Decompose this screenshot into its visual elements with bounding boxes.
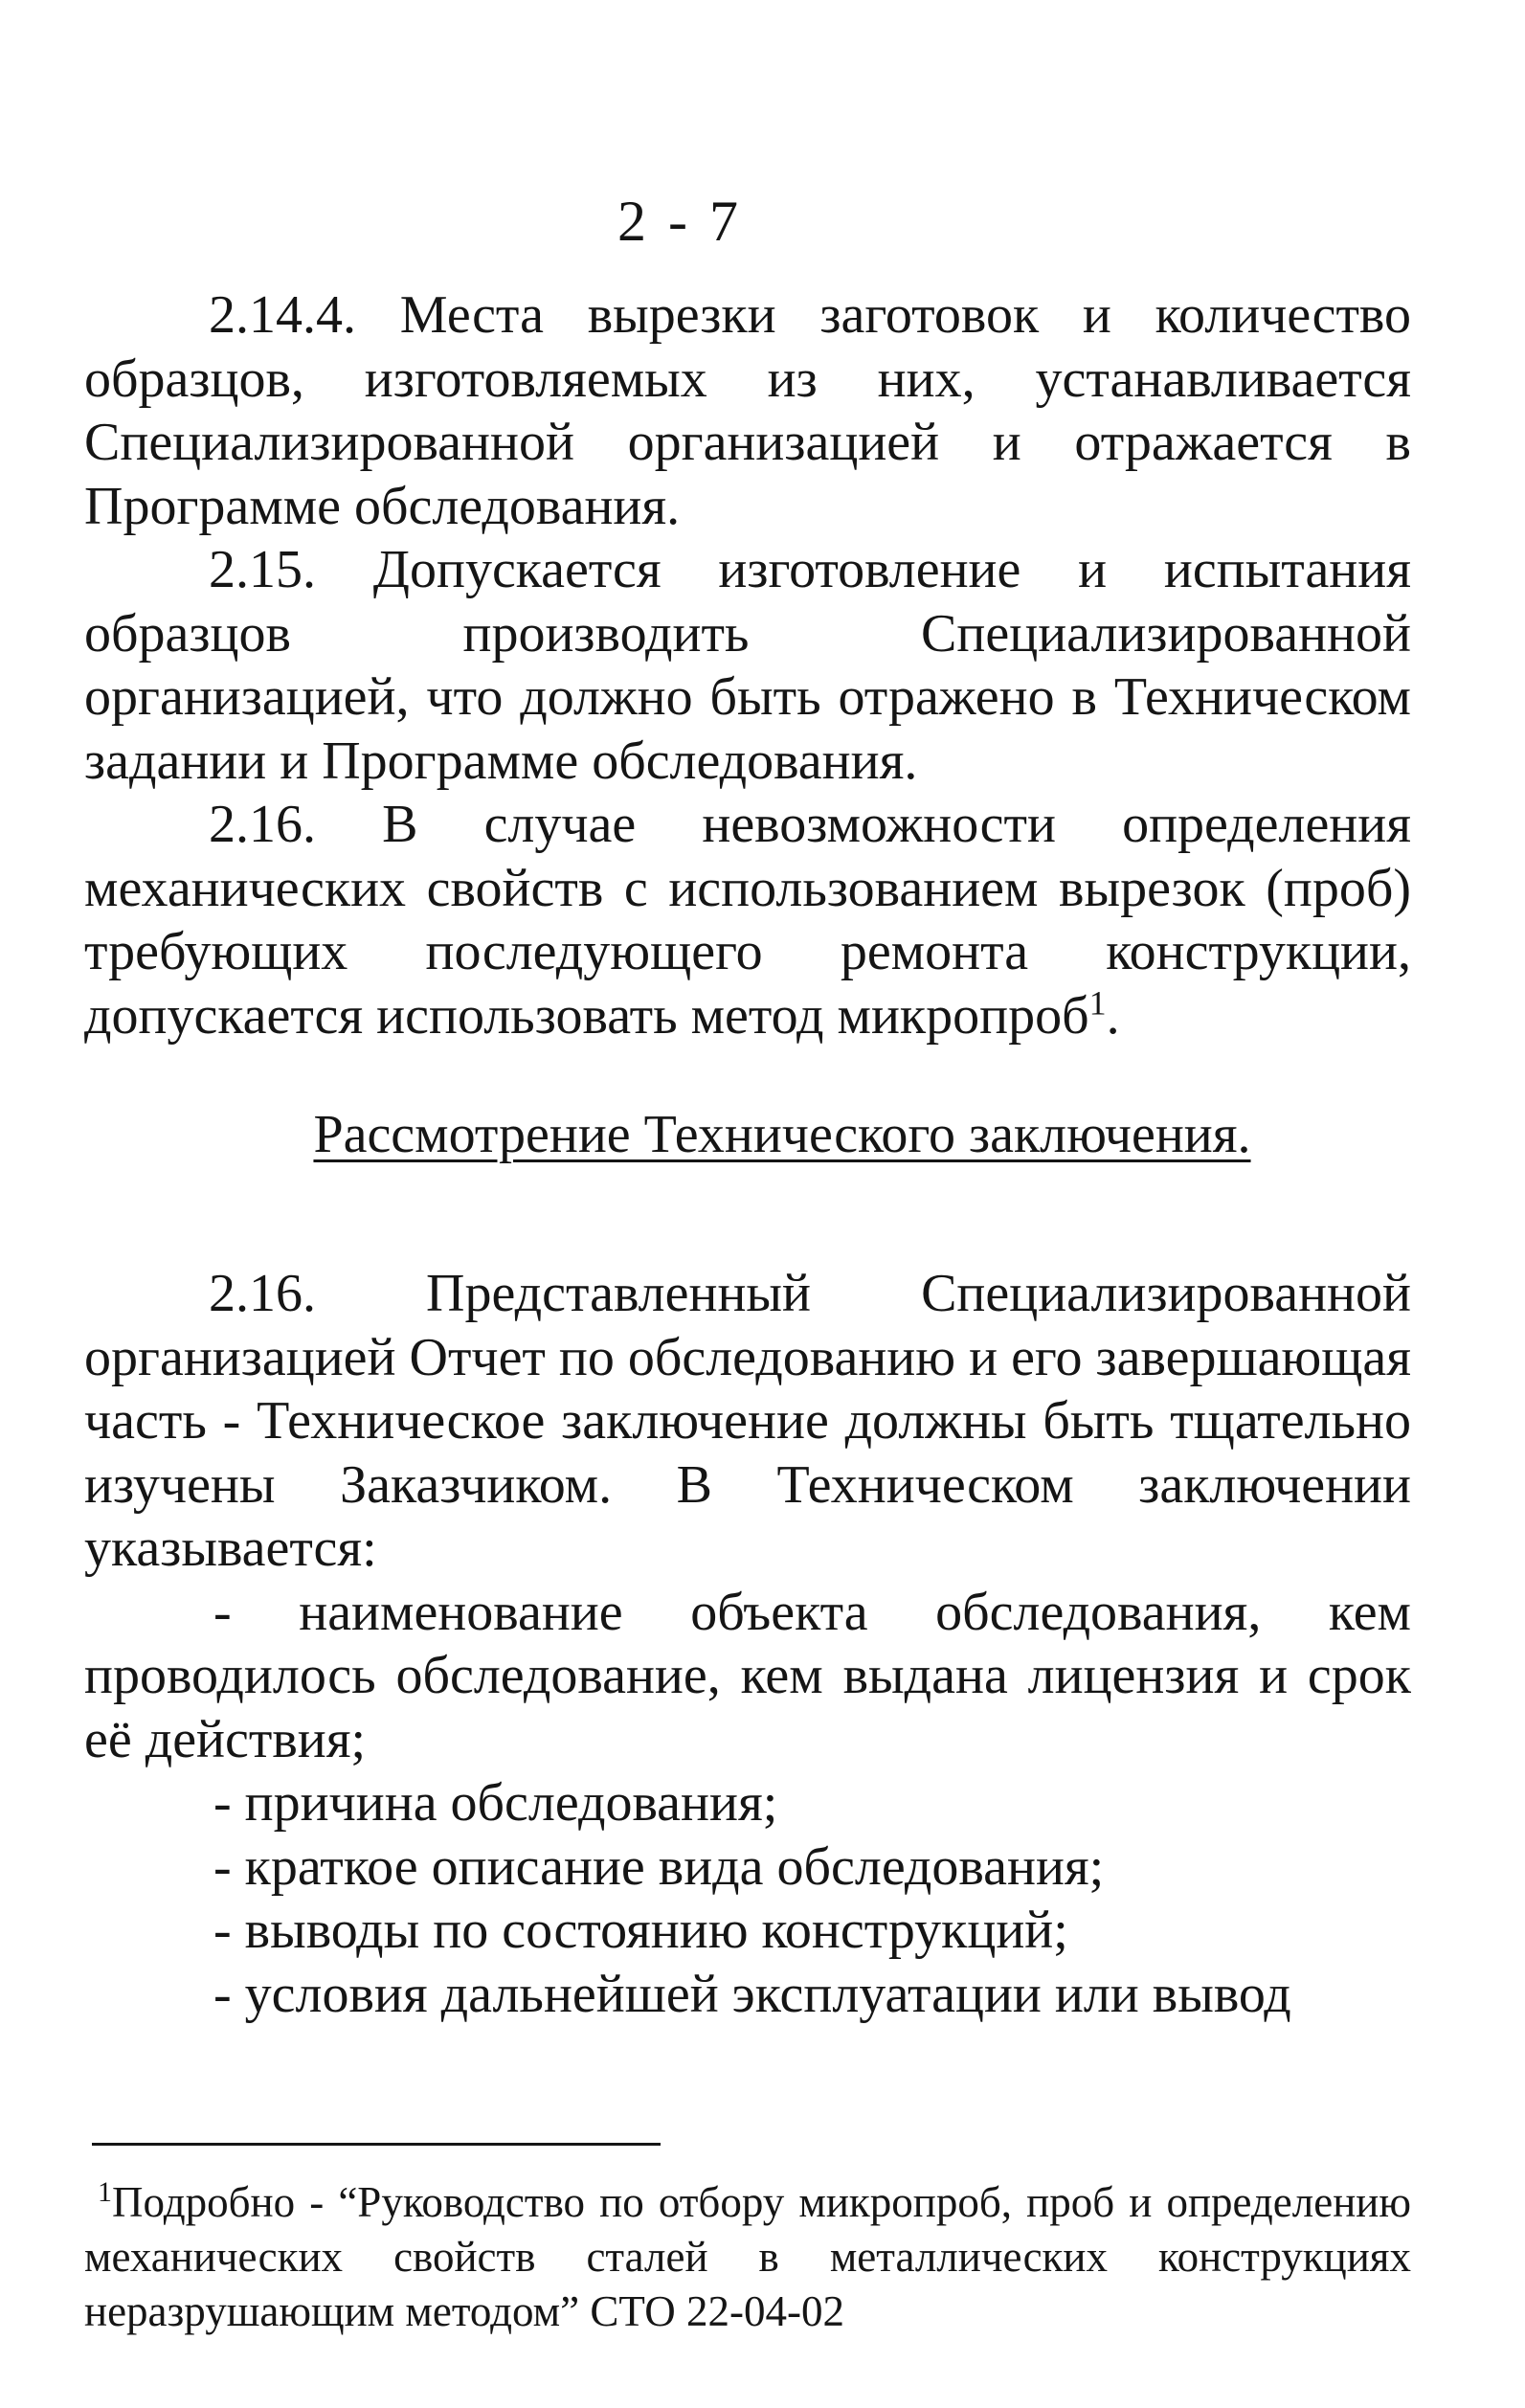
- footnote-reference: 1: [1088, 982, 1107, 1022]
- list-item: - условия дальнейшей эксплуатации или вывод: [213, 1964, 1291, 2024]
- list-item: - выводы по состоянию конструкций;: [213, 1901, 1068, 1960]
- footnote-marker: 1: [98, 2176, 112, 2208]
- footnote-divider: [92, 2143, 661, 2146]
- list-item: - наименование объекта обследования, кем проводилось обследование, кем выдана лицензия и срок её действия;: [84, 1582, 1411, 1769]
- list-item: - причина обследования;: [213, 1773, 778, 1833]
- section-technical-conclusion: [84, 1262, 1411, 2026]
- list-item: - краткое описание вида обследования;: [213, 1836, 1105, 1897]
- paragraph-2-16-micro-samples: [84, 793, 1411, 1047]
- section-heading-text: Рассмотрение Технического заключения.: [313, 1105, 1251, 1164]
- paragraph-ending: .: [1106, 985, 1120, 1046]
- page-number: 2 - 7: [617, 190, 742, 253]
- section-heading: [84, 1101, 1411, 1168]
- footnote-text: Подробно - “Руководство по отбору микропроб, проб и определению механических свойств сталей в металлических конструкциях неразрушающим методом” СТО 22-04-02: [84, 2178, 1411, 2335]
- paragraph-text: 2.16. В случае невозможности определения механических свойств с использованием вырезок (проб) требующих последующего ремонта конструкции, допускается использовать метод микропроб: [84, 795, 1411, 1046]
- paragraph-2-16-report: 2.16. Представленный Специализированной организацией Отчет по обследованию и его завершающая часть - Техническое заключение должны быть тщательно изучены Заказчиком. В Техническом заключении указывается:: [84, 1264, 1411, 1578]
- paragraph-2-15: 2.15. Допускается изготовление и испытания образцов производить Специализированной организацией, что должно быть отражено в Техническом задании и Программе обследования.: [84, 540, 1411, 791]
- section-samples: [84, 283, 1411, 1047]
- conclusion-contents-list: [84, 1581, 1411, 2027]
- footnote: [84, 2175, 1411, 2339]
- paragraph-2-14-4: 2.14.4. Места вырезки заготовок и количество образцов, изготовляемых из них, устанавливается Специализированной организацией и отражается в Программе обследования.: [84, 285, 1411, 536]
